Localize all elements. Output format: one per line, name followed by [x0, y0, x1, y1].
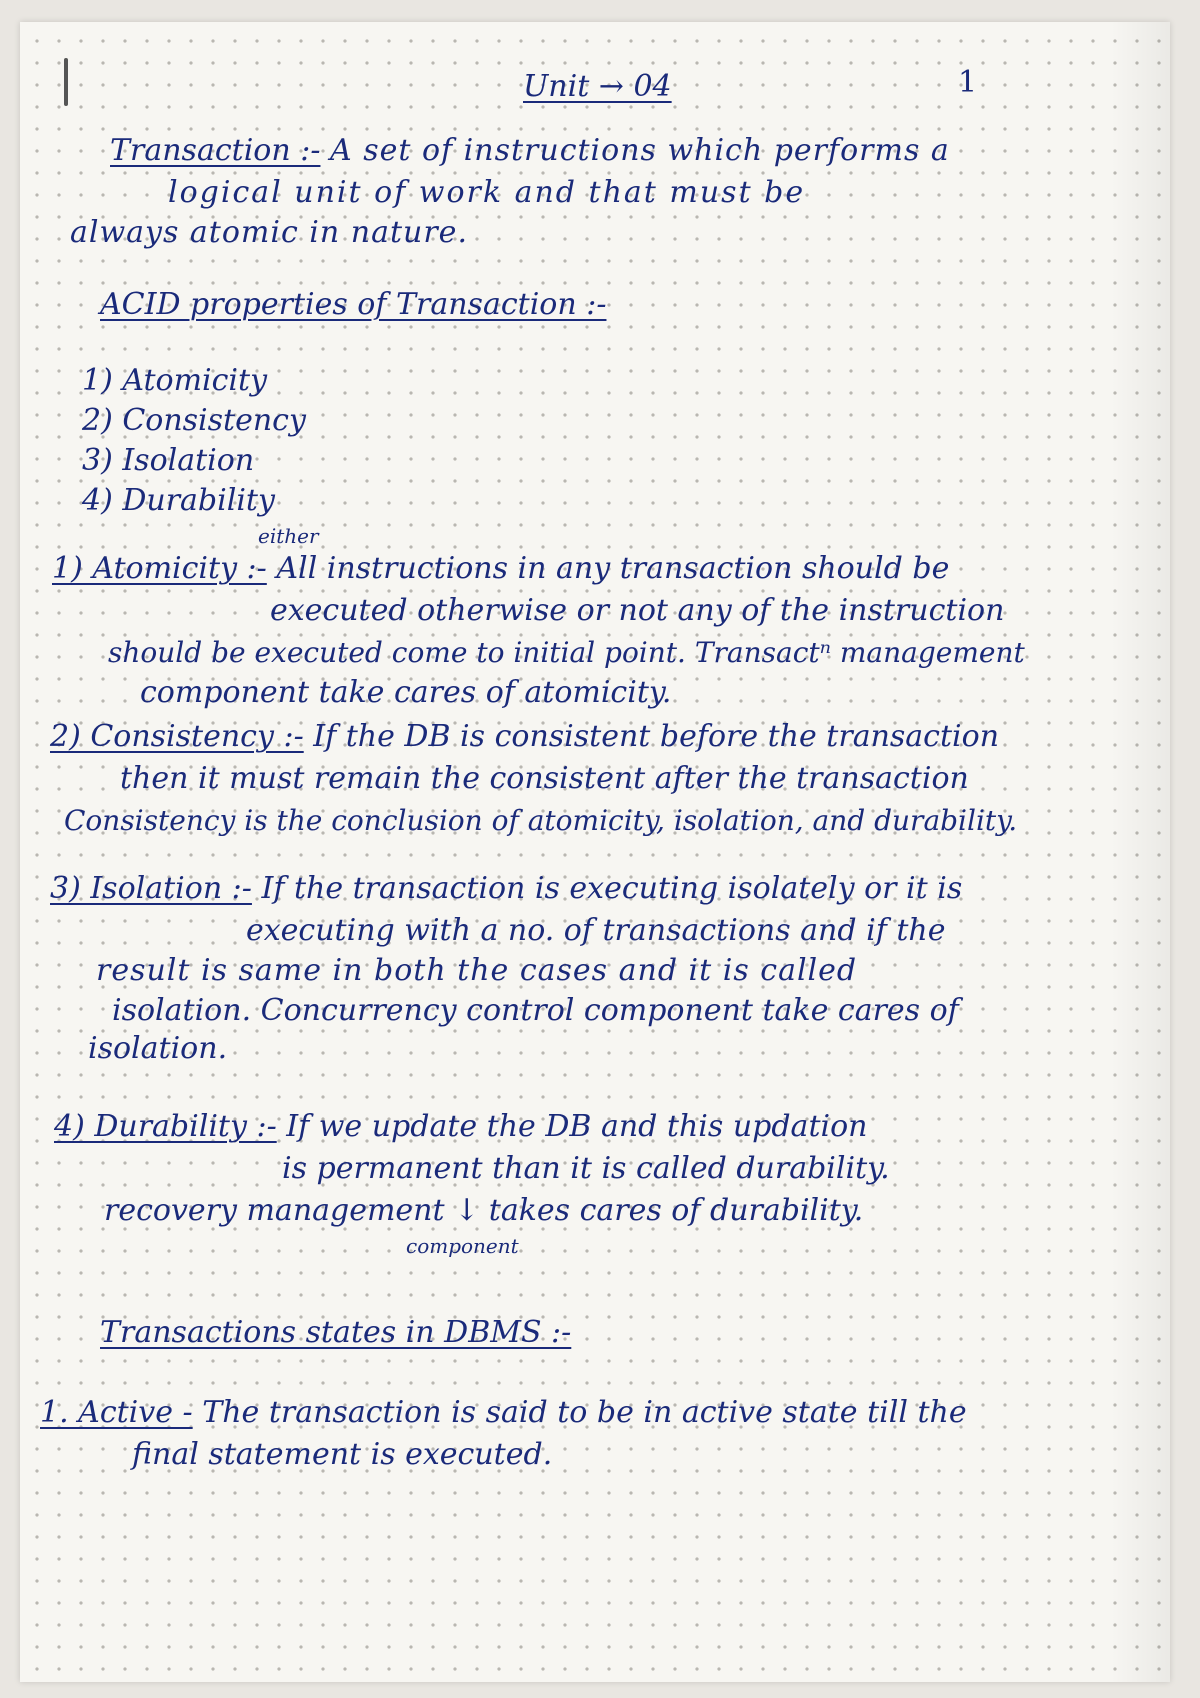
atomicity-line-1: [52, 548, 949, 590]
consistency-heading: 2) Consistency :-: [50, 719, 304, 754]
notebook-page: [20, 22, 1170, 1682]
active-text-1: The transaction is said to be in active state till the: [202, 1395, 967, 1430]
transaction-text-1: A set of instructions which performs a: [330, 133, 950, 168]
durability-heading: 4) Durability :-: [54, 1109, 277, 1144]
acid-item-1: 1) Atomicity: [82, 363, 268, 398]
durability-text-3: recovery management ↓ takes cares of durability.: [104, 1193, 864, 1228]
durability-text-4: component: [406, 1234, 519, 1258]
active-text-2: final statement is executed.: [132, 1437, 553, 1472]
atomicity-text-2: executed otherwise or not any of the instruction: [270, 593, 1005, 628]
active-line-1: [40, 1392, 967, 1434]
durability-text-1: If we update the DB and this updation: [286, 1109, 868, 1144]
atomicity-heading: 1) Atomicity :-: [52, 551, 267, 586]
isolation-line-1: [50, 868, 962, 910]
page-number: 1: [958, 65, 978, 100]
durability-text-2: is permanent than it is called durability.: [282, 1151, 890, 1186]
acid-item-2: 2) Consistency: [82, 403, 306, 438]
consistency-text-3: Consistency is the conclusion of atomicity, isolation, and durability.: [64, 804, 1018, 837]
isolation-text-3: result is same in both the cases and it is called: [96, 953, 858, 988]
isolation-text-2: executing with a no. of transactions and if the: [246, 913, 946, 948]
transaction-text-3: always atomic in nature.: [70, 215, 468, 250]
isolation-text-5: isolation.: [88, 1031, 228, 1066]
isolation-heading: 3) Isolation :-: [50, 871, 252, 906]
isolation-text-4: isolation. Concurrency control component take cares of: [112, 993, 959, 1028]
acid-item-4: 4) Durability: [82, 483, 275, 518]
durability-line-1: [54, 1106, 867, 1148]
consistency-text-1: If the DB is consistent before the transaction: [313, 719, 1000, 754]
consistency-line-1: [50, 716, 999, 758]
transaction-text-2: logical unit of work and that must be: [168, 175, 806, 210]
acid-heading: ACID properties of Transaction :-: [100, 287, 607, 322]
states-heading: Transactions states in DBMS :-: [100, 1315, 572, 1350]
atomicity-text-4: component take cares of atomicity.: [140, 675, 672, 710]
atomicity-text-3: should be executed come to initial point. Transactⁿ management: [108, 636, 1025, 669]
transaction-heading: Transaction :-: [110, 133, 321, 168]
page-shadow: [1110, 22, 1170, 1682]
acid-item-3: 3) Isolation: [82, 443, 255, 478]
unit-heading: Unit → 04: [523, 69, 672, 104]
consistency-text-2: then it must remain the consistent after the transaction: [120, 761, 969, 796]
active-label: 1. Active -: [40, 1395, 193, 1430]
atomicity-insert: either: [258, 524, 319, 548]
margin-mark: [64, 58, 68, 106]
isolation-text-1: If the transaction is executing isolately or it is: [261, 871, 963, 906]
transaction-definition: [110, 130, 950, 172]
atomicity-text-1: All instructions in any transaction should be: [276, 551, 950, 586]
